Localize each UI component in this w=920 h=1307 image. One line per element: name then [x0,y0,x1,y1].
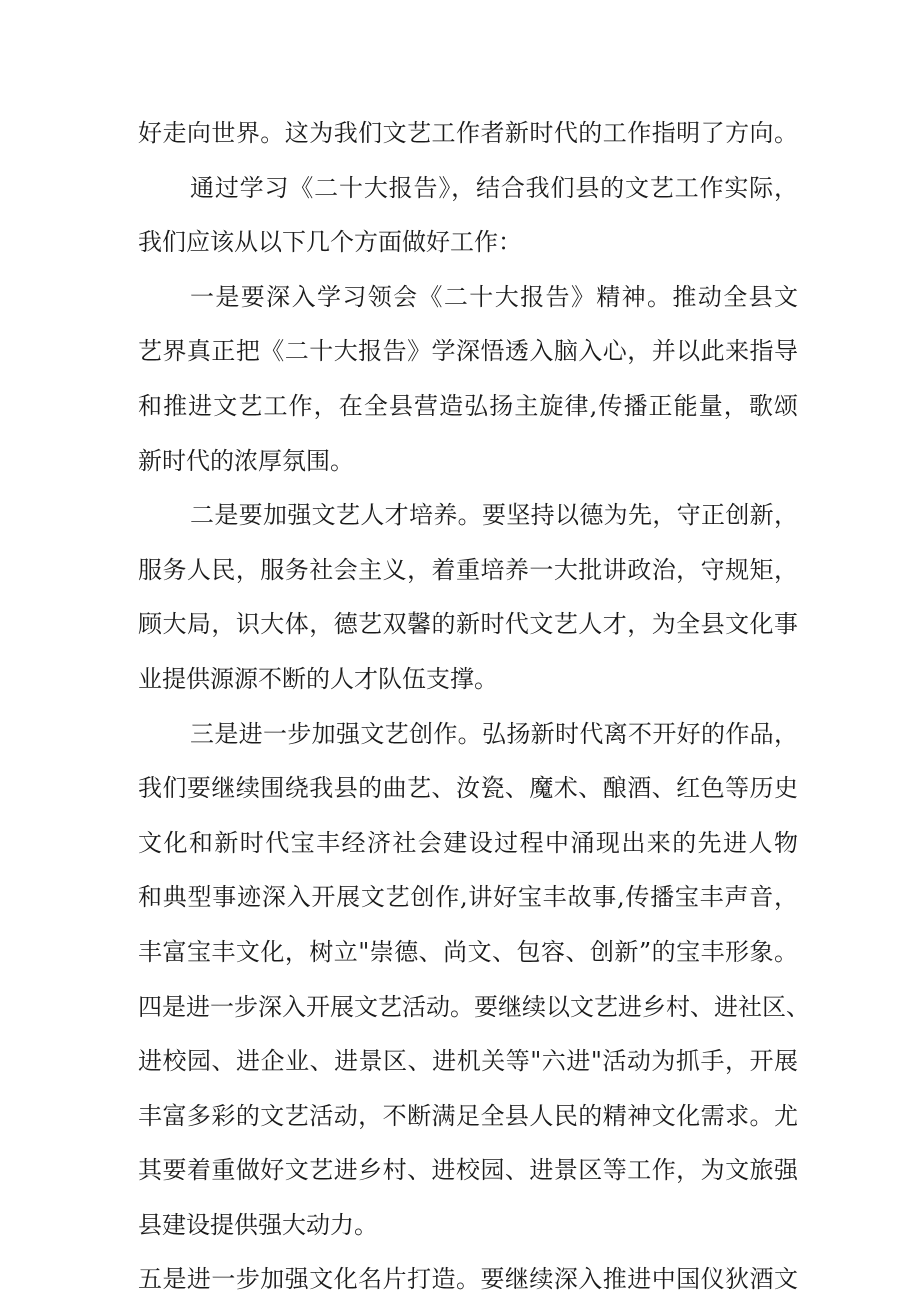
text-line: 三是进一步加强文艺创作。弘扬新时代离不开好的作品， [190,719,798,748]
text-line: 一是要深入学习领会《二十大报告》精神。推动全县文 [190,282,798,311]
text-line: 县建设提供强大动力。 [138,1210,378,1239]
text-line: 好走向世界。这为我们文艺工作者新时代的工作指明了方向。 [138,119,798,147]
text-line: 我们要继续围绕我县的曲艺、汝瓷、魔术、酿酒、红色等历史 [138,774,798,803]
text-line: 进校园、进企业、进景区、进机关等"六进"活动为抓手，开展 [138,1047,798,1076]
text-line: 文化和新时代宝丰经济社会建设过程中涌现出来的先进人物 [138,828,798,857]
text-line: 四是进一步深入开展文艺活动。要继续以文艺进乡村、进社区、 [138,992,810,1021]
text-line: 艺界真正把《二十大报告》学深悟透入脑入心，并以此来指导 [138,337,798,366]
text-line: 和推进文艺工作，在全县营造弘扬主旋律,传播正能量，歌颂 [138,391,798,420]
text-line: 我们应该从以下几个方面做好工作： [138,228,522,257]
text-line: 丰富宝丰文化，树立"崇德、尚文、包容、创新”的宝丰形象。 [138,937,798,966]
text-line: 业提供源源不断的人才队伍支撑。 [138,664,498,693]
text-line: 顾大局，识大体，德艺双馨的新时代文艺人才，为全县文化事 [138,610,798,639]
document-body [138,106,810,1307]
text-line: 通过学习《二十大报告》，结合我们县的文艺工作实际， [190,173,798,202]
text-line: 丰富多彩的文艺活动，不断满足全县人民的精神文化需求。尤 [138,1101,798,1130]
text-line: 和典型事迹深入开展文艺创作,讲好宝丰故事,传播宝丰声音， [138,883,798,912]
text-line: 二是要加强文艺人才培养。要坚持以德为先，守正创新， [190,501,798,530]
text-line: 五是进一步加强文化名片打造。要继续深入推进中国仪狄酒文 [138,1265,798,1294]
text-line: 服务人民，服务社会主义，着重培养一大批讲政治，守规矩， [138,555,798,584]
text-line: 其要着重做好文艺进乡村、进校园、进景区等工作，为文旅强 [138,1156,798,1185]
text-line: 新时代的浓厚氛围。 [138,446,354,475]
